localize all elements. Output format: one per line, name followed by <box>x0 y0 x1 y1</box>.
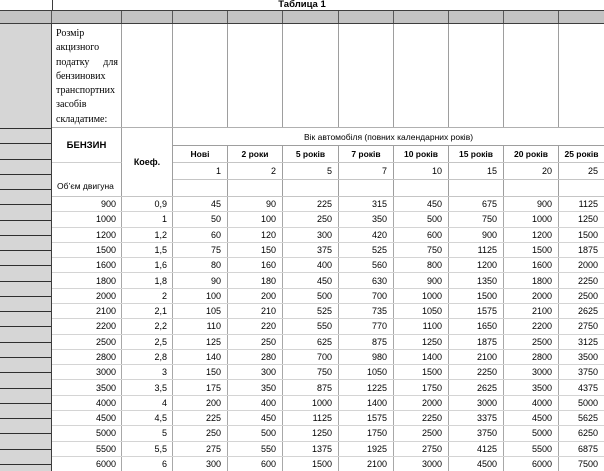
value-cell[interactable]: 1200 <box>504 228 559 242</box>
value-cell[interactable]: 1575 <box>449 304 504 318</box>
value-cell[interactable]: 1750 <box>394 380 449 394</box>
empty-cell[interactable] <box>504 24 559 127</box>
table-row <box>52 258 604 273</box>
row-header-cell[interactable] <box>0 389 51 404</box>
value-cell[interactable]: 600 <box>394 228 449 242</box>
value-cell[interactable]: 625 <box>283 335 339 349</box>
table-row <box>52 350 604 365</box>
value-cell[interactable]: 1250 <box>577 214 598 225</box>
value-cell[interactable]: 3500 <box>577 351 598 362</box>
value-cell[interactable]: 550 <box>228 442 283 456</box>
value-cell[interactable]: 150 <box>173 365 228 379</box>
value-cell[interactable]: 225 <box>173 411 228 425</box>
value-cell[interactable]: 2250 <box>449 365 504 379</box>
value-cell[interactable]: 280 <box>228 350 283 364</box>
value-cell[interactable]: 5000 <box>504 426 559 440</box>
row-header-cell[interactable] <box>0 236 51 251</box>
row-header-cell[interactable] <box>0 160 51 175</box>
table-row <box>52 442 604 457</box>
value-cell[interactable]: 125 <box>173 335 228 349</box>
value-cell[interactable]: 770 <box>339 319 394 333</box>
volume-cell[interactable]: 1600 <box>52 258 122 272</box>
row-header-rows <box>0 128 51 471</box>
row-header-cell[interactable] <box>0 404 51 419</box>
fuel-header-cell[interactable]: БЕНЗИН <box>52 128 122 163</box>
row-header-cell[interactable] <box>0 190 51 205</box>
value-cell[interactable]: 2250 <box>577 275 598 286</box>
age-column-header-cell[interactable]: 20 років <box>504 146 559 162</box>
table-row <box>52 212 604 227</box>
row-header-cell[interactable] <box>0 327 51 342</box>
row-header-column <box>0 24 52 471</box>
age-multiplier-cell[interactable]: 25 <box>587 166 598 176</box>
empty-cell <box>559 180 604 196</box>
value-cell[interactable]: 4500 <box>449 457 504 471</box>
band-cell[interactable] <box>52 11 122 23</box>
volume-cell[interactable]: 1000 <box>52 212 122 226</box>
value-cell[interactable]: 1125 <box>578 199 598 210</box>
value-cell[interactable]: 160 <box>228 258 283 272</box>
value-cell[interactable]: 675 <box>449 197 504 211</box>
koef-cell[interactable]: 3,5 <box>122 380 173 394</box>
value-cell[interactable]: 400 <box>228 396 283 410</box>
empty-cell[interactable] <box>228 24 283 127</box>
empty-cell[interactable] <box>449 24 504 127</box>
value-cell[interactable]: 1100 <box>394 319 449 333</box>
table-row <box>52 304 604 319</box>
value-cell[interactable]: 700 <box>339 289 394 303</box>
row-header-cell[interactable] <box>0 419 51 434</box>
value-cell[interactable]: 200 <box>228 289 283 303</box>
value-cell[interactable]: 220 <box>228 319 283 333</box>
empty-cell[interactable] <box>283 24 339 127</box>
value-cell[interactable]: 2750 <box>577 321 598 332</box>
value-cell[interactable]: 175 <box>173 380 228 394</box>
value-cell[interactable]: 735 <box>339 304 394 318</box>
row-header-cell[interactable] <box>0 129 51 144</box>
value-cell[interactable]: 1050 <box>339 365 394 379</box>
value-cell[interactable]: 2500 <box>394 426 449 440</box>
value-cell[interactable]: 560 <box>339 258 394 272</box>
age-column-header-cell[interactable]: 7 років <box>339 146 394 162</box>
koef-cell[interactable]: 1,5 <box>122 243 173 257</box>
koef-cell[interactable]: 2 <box>122 289 173 303</box>
value-cell[interactable]: 250 <box>228 335 283 349</box>
age-multiplier-cell[interactable]: 7 <box>339 163 394 179</box>
value-cell[interactable]: 2000 <box>504 289 559 303</box>
volume-cell[interactable]: 2800 <box>52 350 122 364</box>
age-multiplier-cell[interactable]: 20 <box>504 163 559 179</box>
value-cell[interactable]: 500 <box>228 426 283 440</box>
divider <box>52 0 53 10</box>
value-cell[interactable]: 400 <box>283 258 339 272</box>
table-row <box>52 411 604 426</box>
age-multiplier-cell[interactable]: 2 <box>228 163 283 179</box>
value-cell[interactable]: 2200 <box>504 319 559 333</box>
row-header-cell[interactable] <box>0 175 51 190</box>
value-cell[interactable]: 6250 <box>577 428 598 439</box>
table-title: Таблица 1 <box>278 0 326 10</box>
koef-cell[interactable]: 2,5 <box>122 335 173 349</box>
koef-cell[interactable]: 1,6 <box>122 258 173 272</box>
value-cell[interactable]: 750 <box>394 243 449 257</box>
empty-cell <box>339 180 394 196</box>
value-cell[interactable]: 3750 <box>449 426 504 440</box>
value-cell[interactable]: 3000 <box>394 457 449 471</box>
value-cell[interactable]: 300 <box>283 228 339 242</box>
value-cell[interactable]: 1250 <box>283 426 339 440</box>
value-cell[interactable]: 80 <box>173 258 228 272</box>
table-row <box>52 273 604 288</box>
age-multiplier-cell[interactable]: 5 <box>283 163 339 179</box>
table-row <box>52 365 604 380</box>
age-multiplier-cell[interactable]: 15 <box>449 163 504 179</box>
band-cell[interactable] <box>449 11 504 23</box>
value-cell[interactable]: 1125 <box>283 411 339 425</box>
value-cell[interactable]: 450 <box>394 197 449 211</box>
value-cell[interactable]: 2625 <box>449 380 504 394</box>
band-cell[interactable] <box>122 11 173 23</box>
table-row <box>52 380 604 395</box>
value-cell[interactable]: 90 <box>173 273 228 287</box>
value-cell[interactable]: 5500 <box>504 442 559 456</box>
value-cell[interactable]: 2750 <box>394 442 449 456</box>
row-header-cell[interactable] <box>0 373 51 388</box>
value-cell[interactable]: 1500 <box>449 289 504 303</box>
value-cell[interactable]: 45 <box>173 197 228 211</box>
value-cell[interactable]: 2100 <box>339 457 394 471</box>
table-row <box>52 197 604 212</box>
value-cell[interactable]: 275 <box>173 442 228 456</box>
koef-cell[interactable]: 5,5 <box>122 442 173 456</box>
row-header-cell[interactable] <box>0 465 51 471</box>
value-cell[interactable]: 420 <box>339 228 394 242</box>
value-cell[interactable]: 250 <box>283 212 339 226</box>
koef-cell[interactable]: 5 <box>122 426 173 440</box>
empty-cell[interactable] <box>122 24 173 127</box>
koef-cell[interactable]: 6 <box>122 457 173 471</box>
value-cell[interactable]: 2250 <box>394 411 449 425</box>
value-cell[interactable]: 315 <box>339 197 394 211</box>
volume-cell[interactable]: 2200 <box>52 319 122 333</box>
value-cell[interactable]: 3125 <box>577 336 598 347</box>
value-cell[interactable]: 105 <box>173 304 228 318</box>
table-row <box>52 396 604 411</box>
empty-cell[interactable] <box>559 24 604 127</box>
value-cell[interactable]: 2000 <box>394 396 449 410</box>
row-header-cell[interactable] <box>0 221 51 236</box>
volume-cell[interactable]: 5000 <box>52 426 122 440</box>
volume-cell[interactable]: 1800 <box>52 273 122 287</box>
value-cell[interactable]: 1875 <box>449 335 504 349</box>
koef-cell[interactable]: 1,8 <box>122 273 173 287</box>
empty-cell <box>283 180 339 196</box>
table-row <box>52 243 604 258</box>
empty-cell[interactable] <box>173 24 228 127</box>
value-cell[interactable]: 2000 <box>577 260 598 271</box>
value-cell[interactable]: 375 <box>283 243 339 257</box>
value-cell[interactable]: 2500 <box>577 290 598 301</box>
value-cell[interactable]: 100 <box>173 289 228 303</box>
koef-cell[interactable]: 2,2 <box>122 319 173 333</box>
band-row <box>0 10 604 24</box>
volume-cell[interactable]: 1200 <box>52 228 122 242</box>
table-row <box>52 289 604 304</box>
value-cell[interactable]: 4500 <box>504 411 559 425</box>
value-cell[interactable]: 3000 <box>449 396 504 410</box>
value-cell[interactable]: 1125 <box>449 243 504 257</box>
value-cell[interactable]: 450 <box>283 273 339 287</box>
value-cell[interactable]: 1250 <box>394 335 449 349</box>
empty-cell <box>173 180 228 196</box>
age-column-header-cell[interactable]: 10 років <box>394 146 449 162</box>
value-cell[interactable]: 2100 <box>449 350 504 364</box>
value-cell[interactable]: 1575 <box>339 411 394 425</box>
value-cell[interactable]: 875 <box>283 380 339 394</box>
row-header-cell[interactable] <box>0 343 51 358</box>
empty-cell[interactable] <box>339 24 394 127</box>
band-cell[interactable] <box>283 11 339 23</box>
value-cell[interactable]: 140 <box>173 350 228 364</box>
volume-cell[interactable]: 3500 <box>52 380 122 394</box>
volume-cell[interactable]: 3000 <box>52 365 122 379</box>
empty-cell <box>228 180 283 196</box>
value-cell[interactable]: 3500 <box>504 380 559 394</box>
empty-cell <box>394 180 449 196</box>
age-column-header-cell[interactable]: 5 років <box>283 146 339 162</box>
value-cell[interactable]: 1600 <box>504 258 559 272</box>
row-header-cell[interactable] <box>0 450 51 465</box>
value-cell[interactable]: 3000 <box>504 365 559 379</box>
row-header-cell[interactable] <box>0 144 51 159</box>
value-cell[interactable]: 1500 <box>504 243 559 257</box>
row-header-cell[interactable] <box>0 434 51 449</box>
band-cell[interactable] <box>0 11 52 23</box>
table-row <box>52 426 604 441</box>
value-cell[interactable]: 210 <box>228 304 283 318</box>
data-grid <box>52 196 604 471</box>
value-cell[interactable]: 350 <box>339 212 394 226</box>
coef-header-cell[interactable]: Коеф. <box>122 128 173 196</box>
volume-cell[interactable]: 4500 <box>52 411 122 425</box>
age-multiplier-cell[interactable]: 1 <box>173 163 228 179</box>
table-row <box>52 335 604 350</box>
value-cell[interactable]: 1050 <box>394 304 449 318</box>
value-cell[interactable]: 90 <box>228 197 283 211</box>
value-cell[interactable]: 4375 <box>577 382 598 393</box>
value-cell[interactable]: 875 <box>339 335 394 349</box>
table-row <box>52 457 604 471</box>
value-cell[interactable]: 450 <box>228 411 283 425</box>
koef-cell[interactable]: 1 <box>122 212 173 226</box>
value-cell[interactable]: 1000 <box>283 396 339 410</box>
koef-cell[interactable]: 4 <box>122 396 173 410</box>
age-multipliers-row <box>173 163 604 180</box>
empty-cell <box>504 180 559 196</box>
value-cell[interactable]: 2625 <box>577 306 598 317</box>
value-cell[interactable]: 5000 <box>577 397 598 408</box>
value-cell[interactable]: 1000 <box>504 212 559 226</box>
row-header-cell[interactable] <box>0 205 51 220</box>
age-columns-row <box>173 146 604 163</box>
volume-cell[interactable]: 2100 <box>52 304 122 318</box>
value-cell[interactable]: 1400 <box>339 396 394 410</box>
band-cell[interactable] <box>228 11 283 23</box>
value-cell[interactable]: 3750 <box>577 367 598 378</box>
value-cell[interactable]: 75 <box>173 243 228 257</box>
age-multiplier-cell[interactable]: 10 <box>394 163 449 179</box>
value-cell[interactable]: 4125 <box>449 442 504 456</box>
value-cell[interactable]: 2800 <box>504 350 559 364</box>
volume-cell[interactable]: 900 <box>52 197 122 211</box>
value-cell[interactable]: 900 <box>504 197 559 211</box>
table-row <box>52 228 604 243</box>
band-cell[interactable] <box>394 11 449 23</box>
value-cell[interactable]: 1500 <box>577 229 598 240</box>
value-cell[interactable]: 600 <box>228 457 283 471</box>
value-cell[interactable]: 800 <box>394 258 449 272</box>
band-cell[interactable] <box>504 11 559 23</box>
empty-cell[interactable] <box>394 24 449 127</box>
age-column-header-cell[interactable]: 15 років <box>449 146 504 162</box>
value-cell[interactable]: 1650 <box>449 319 504 333</box>
koef-cell[interactable]: 4,5 <box>122 411 173 425</box>
value-cell[interactable]: 100 <box>228 212 283 226</box>
value-cell[interactable]: 980 <box>339 350 394 364</box>
volume-cell[interactable]: 1500 <box>52 243 122 257</box>
row-header-cell[interactable] <box>0 251 51 266</box>
engine-volume-label-cell[interactable]: Об’єм двигуна <box>52 163 122 196</box>
row-header-cell[interactable] <box>0 282 51 297</box>
value-cell[interactable]: 1925 <box>339 442 394 456</box>
value-cell[interactable]: 250 <box>173 426 228 440</box>
koef-cell[interactable]: 2,8 <box>122 350 173 364</box>
value-cell[interactable]: 300 <box>228 365 283 379</box>
value-cell[interactable]: 500 <box>394 212 449 226</box>
value-cell[interactable]: 525 <box>339 243 394 257</box>
table-row <box>52 319 604 334</box>
value-cell[interactable]: 1750 <box>339 426 394 440</box>
value-cell[interactable]: 300 <box>173 457 228 471</box>
value-cell[interactable]: 110 <box>173 319 228 333</box>
band-cell[interactable] <box>559 11 604 23</box>
value-cell[interactable]: 180 <box>228 273 283 287</box>
value-cell[interactable]: 1875 <box>577 244 598 255</box>
value-cell[interactable]: 225 <box>283 197 339 211</box>
volume-cell[interactable]: 4000 <box>52 396 122 410</box>
value-cell[interactable]: 1375 <box>283 442 339 456</box>
value-cell[interactable]: 1000 <box>394 289 449 303</box>
age-column-header-cell[interactable]: 25 років <box>564 149 599 159</box>
table-header-block <box>52 128 604 196</box>
value-cell[interactable]: 5625 <box>577 413 598 424</box>
value-cell[interactable]: 900 <box>449 228 504 242</box>
row-header-cell[interactable] <box>0 297 51 312</box>
koef-cell[interactable]: 3 <box>122 365 173 379</box>
value-cell[interactable]: 2100 <box>504 304 559 318</box>
value-cell[interactable]: 630 <box>339 273 394 287</box>
koef-cell[interactable]: 2,1 <box>122 304 173 318</box>
value-cell[interactable]: 525 <box>283 304 339 318</box>
band-cell[interactable] <box>339 11 394 23</box>
value-cell[interactable]: 550 <box>283 319 339 333</box>
value-cell[interactable]: 1400 <box>394 350 449 364</box>
age-column-header-cell[interactable]: Нові <box>173 146 228 162</box>
koef-cell[interactable]: 1,2 <box>122 228 173 242</box>
value-cell[interactable]: 60 <box>173 228 228 242</box>
value-cell[interactable]: 150 <box>228 243 283 257</box>
value-cell[interactable]: 350 <box>228 380 283 394</box>
empty-cell <box>449 180 504 196</box>
age-span-header-cell[interactable]: Вік автомобіля (повних календарних років) <box>173 128 604 146</box>
volume-cell[interactable]: 5500 <box>52 442 122 456</box>
value-cell[interactable]: 50 <box>173 212 228 226</box>
value-cell[interactable]: 200 <box>173 396 228 410</box>
value-cell[interactable]: 750 <box>449 212 504 226</box>
value-cell[interactable]: 1200 <box>449 258 504 272</box>
value-cell[interactable]: 1500 <box>283 457 339 471</box>
value-cell[interactable]: 700 <box>283 350 339 364</box>
value-cell[interactable]: 1225 <box>339 380 394 394</box>
description-cell[interactable]: Розмір акцизного податку для бензинових транспортних засобів складатиме: <box>52 24 122 127</box>
spacer-row <box>173 180 604 196</box>
volume-cell[interactable]: 6000 <box>52 457 122 471</box>
koef-cell[interactable]: 0,9 <box>122 197 173 211</box>
value-cell[interactable]: 120 <box>228 228 283 242</box>
value-cell[interactable]: 7500 <box>577 458 598 469</box>
value-cell[interactable]: 1800 <box>504 273 559 287</box>
value-cell[interactable]: 2500 <box>504 335 559 349</box>
volume-cell[interactable]: 2500 <box>52 335 122 349</box>
value-cell[interactable]: 900 <box>394 273 449 287</box>
row-header-cell[interactable] <box>0 358 51 373</box>
value-cell[interactable]: 4000 <box>504 396 559 410</box>
value-cell[interactable]: 750 <box>283 365 339 379</box>
age-column-header-cell[interactable]: 2 роки <box>228 146 283 162</box>
value-cell[interactable]: 6000 <box>504 457 559 471</box>
value-cell[interactable]: 1500 <box>394 365 449 379</box>
value-cell[interactable]: 500 <box>283 289 339 303</box>
volume-cell[interactable]: 2000 <box>52 289 122 303</box>
description-row <box>52 24 604 128</box>
value-cell[interactable]: 6875 <box>577 443 598 454</box>
row-header-cell[interactable] <box>0 266 51 281</box>
value-cell[interactable]: 3375 <box>449 411 504 425</box>
value-cell[interactable]: 1350 <box>449 273 504 287</box>
row-header-cell[interactable] <box>0 312 51 327</box>
band-cell[interactable] <box>173 11 228 23</box>
